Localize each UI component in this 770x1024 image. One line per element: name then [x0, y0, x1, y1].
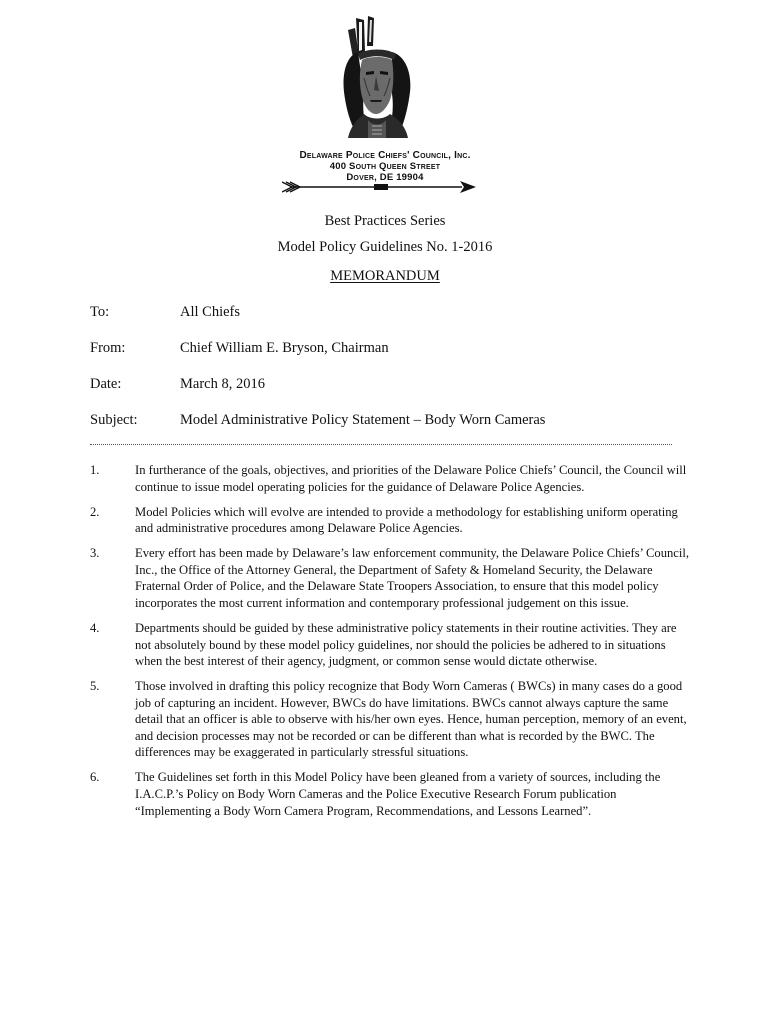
subject-value: Model Administrative Policy Statement – Body Worn Cameras [180, 412, 546, 428]
organization-city: Dover, DE 19904 [346, 172, 424, 183]
organization-street: 400 South Queen Street [329, 161, 441, 172]
memo-title: MEMORANDUM [330, 268, 440, 284]
list-item-text: Model Policies which will evolve are intended to provide a methodology for establishing uniform operating and administrative procedures among Delaware Police Agencies. [135, 504, 678, 536]
organization-name: Delaware Police Chiefs' Council, Inc. [299, 150, 471, 161]
list-item-number: 4. [90, 620, 100, 635]
numbered-list [90, 462, 690, 828]
list-item-number: 2. [90, 504, 100, 519]
list-item [90, 462, 690, 495]
list-item [90, 620, 690, 670]
arrow-divider-icon [282, 180, 476, 194]
date-value: March 8, 2016 [180, 376, 265, 392]
list-item [90, 545, 690, 611]
list-item-text: In furtherance of the goals, objectives, and priorities of the Delaware Police Chiefs’ Council, the Council will continue to issue model operating policies for the guidance of Delaware Police Agencies. [135, 463, 687, 494]
letterhead [0, 0, 770, 200]
to-value: All Chiefs [180, 304, 241, 320]
memo-to-row [90, 304, 710, 324]
list-item-text: The Guidelines set forth in this Model Policy have been gleaned from a variety of sources, including the I.A.C.P.’s Policy on Body Worn Cameras and the Police Executive Research Forum publication “Implementing a Body Worn Camera Program, Recommendations, and Lessons Learned”. [135, 770, 661, 818]
guideline-number: Model Policy Guidelines No. 1-2016 [277, 239, 493, 255]
list-item-number: 5. [90, 679, 100, 694]
list-item-text: Those involved in drafting this policy recognize that Body Worn Cameras ( BWCs) in many cases do a good job of capturing an incident. However, BWCs do have limitations. BWCs cannot always capture the same detail that an officer is able to observe with his/her own eyes. Hence, human perception, memory of an event, and decision processes may not be recorded or can be different than what is recorded by the BWC. The differences may be exaggerated in particularly stressful situations. [135, 679, 687, 760]
list-item-text: Departments should be guided by these administrative policy statements in their routine activities. They are not absolutely bound by these model policy guidelines, nor should the policies be adhered to in situations when the best interest of their agency, judgment, or common sense would dictate otherwise. [135, 620, 677, 669]
list-item [90, 504, 690, 537]
memo-date-row [90, 376, 710, 396]
series-title: Best Practices Series [324, 213, 446, 229]
from-label: From: [90, 340, 126, 356]
list-item-number: 6. [90, 770, 100, 785]
memo-subject-row [90, 412, 710, 432]
list-item-number: 3. [90, 546, 100, 561]
list-item-number: 1. [90, 463, 100, 477]
chief-portrait-seal-icon [328, 16, 428, 144]
subject-label: Subject: [90, 412, 138, 428]
list-item [90, 769, 690, 819]
from-value: Chief William E. Bryson, Chairman [180, 340, 389, 356]
list-item-text: Every effort has been made by Delaware’s law enforcement community, the Delaware Police Chiefs’ Council, Inc., the Office of the Attorney General, the Department of Safety & Homeland Security, the Delaware Fraternal Order of Police, and the Delaware State Troopers Association, to ensure that this model policy incorporates the most current information and contemporary professional judgement on this issue. [135, 546, 690, 610]
list-item [90, 678, 690, 761]
to-label: To: [90, 304, 110, 320]
memo-from-row [90, 340, 710, 360]
date-label: Date: [90, 376, 122, 392]
dotted-separator [90, 444, 672, 445]
